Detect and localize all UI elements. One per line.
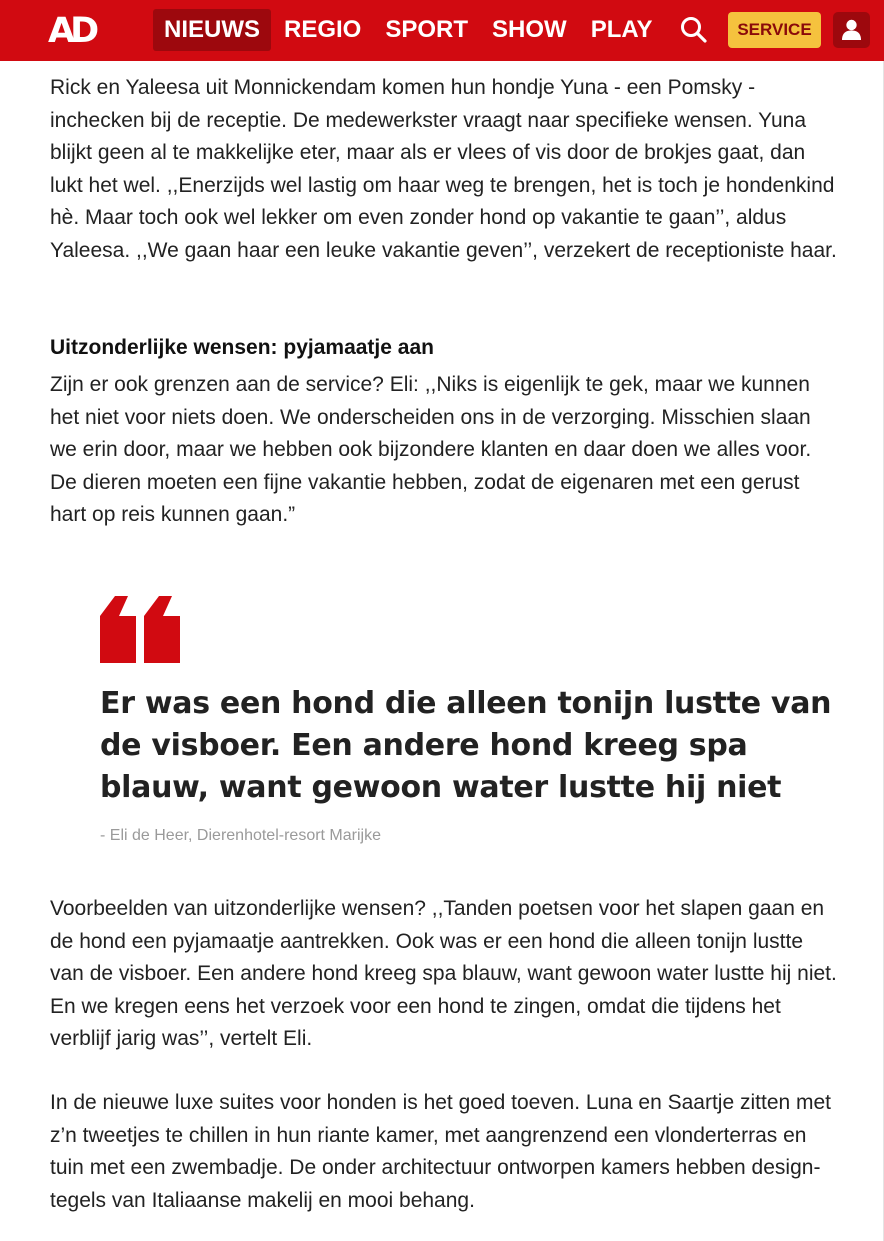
site-header [0, 0, 884, 61]
nav-item-nieuws[interactable]: NIEUWS [153, 9, 271, 51]
pull-quote: Er was een hond die alleen tonijn lustte van de visboer. Een andere hond kreeg spa blauw, want gewoon water lustte hij niet [100, 686, 832, 805]
quote-mark-icon [100, 596, 181, 668]
service-button[interactable]: SERVICE [728, 12, 821, 48]
nav-item-play[interactable]: PLAY [590, 16, 653, 43]
site-logo[interactable]: AD [48, 11, 95, 51]
nav-item-show[interactable]: SHOW [492, 16, 567, 43]
quote-attribution: - Eli de Heer, Dierenhotel-resort Marijke [100, 827, 381, 844]
article-paragraph: Voorbeelden van uitzonderlijke wensen? ,,Tanden poetsen voor het slapen gaan en de hond een pyjamaatje aantrekken. Ook was er een hond die alleen tonijn lustte van de visboer. Een andere hond kreeg spa blauw, want gewoon water lustte hij niet. En we kregen eens het verzoek voor een hond te zingen, omdat die tijdens het verblijf jarig was’’, vertelt Eli. [50, 897, 837, 1050]
article-paragraph: Rick en Yaleesa uit Monnickendam komen hun hondje Yuna - een Pomsky - inchecken bij de receptie. De medewerkster vraagt naar specifieke wensen. Yuna blijkt geen al te makkelijke eter, maar als er vlees of vis door de brokjes gaat, dan lukt het wel. ,,Enerzijds wel lastig om haar weg te brengen, het is toch je hondenkind hè. Maar toch ook wel lekker om even zonder hond op vakantie te gaan’’, aldus Yaleesa. ,,We gaan haar een leuke vakantie geven’’, verzekert de receptioniste haar. [50, 76, 837, 262]
article-paragraph: In de nieuwe luxe suites voor honden is het goed toeven. Luna en Saartje zitten met z’n tweetjes te chillen in hun riante kamer, met aangrenzend een vlonderterras en tuin met een zwembadje. De onder architectuur ontworpen kamers hebben design-tegels van Italiaanse makelij en mooi behang. [50, 1091, 832, 1212]
search-icon[interactable] [679, 15, 709, 45]
nav-item-regio[interactable]: REGIO [284, 16, 362, 43]
article-subheading: Uitzonderlijke wensen: pyjamaatje aan [50, 336, 434, 359]
article-paragraph: Zijn er ook grenzen aan de service? Eli: ,,Niks is eigenlijk te gek, maar we kunnen het niet voor niets doen. We onderscheiden ons in de verzorging. Misschien slaan we erin door, maar we hebben ook bijzondere klanten en daar doen we alles voor. De dieren moeten een fijne vakantie hebben, zodat de eigenaren met een gerust hart op reis kunnen gaan.” [50, 373, 812, 526]
main-nav [153, 9, 666, 51]
nav-item-sport[interactable]: SPORT [385, 16, 469, 43]
user-account-button[interactable] [833, 12, 870, 48]
user-icon [841, 19, 862, 41]
